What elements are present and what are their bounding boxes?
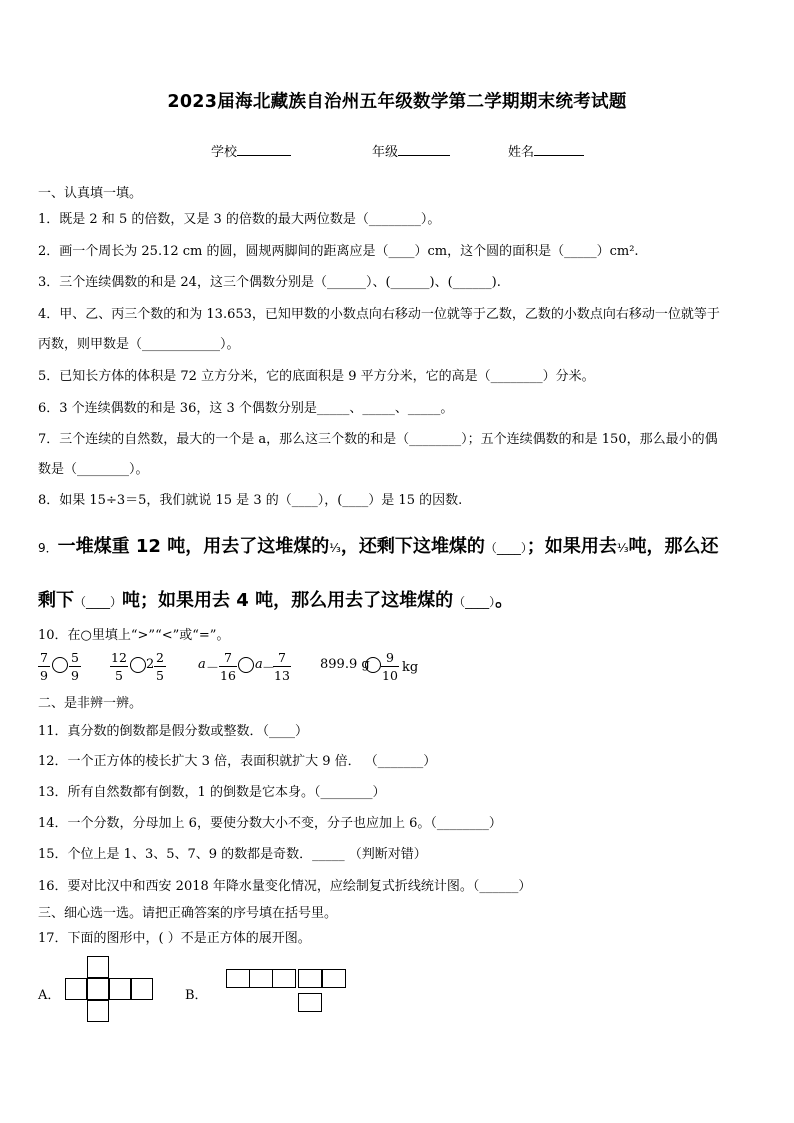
q9-fraction-1: ¹⁄₃ [329, 541, 341, 555]
net-b-square [298, 969, 322, 988]
fraction-7-9 [38, 650, 50, 683]
fraction-7-13 [273, 650, 291, 683]
whole-number-2: 2 [146, 657, 155, 672]
question-4-line-2: 丙数，则甲数是（____________）。 [38, 337, 240, 352]
question-17: 17．下面的图形中，( ）不是正方体的展开图。 [38, 931, 311, 946]
question-1: 1．既是 2 和 5 的倍数，又是 3 的倍数的最大两位数是（________）。 [38, 212, 441, 227]
question-9-number: 9． [38, 541, 58, 555]
variable-a-1: a [198, 657, 206, 672]
net-a-square [65, 978, 87, 1000]
compare-circle-2[interactable] [130, 657, 146, 673]
question-10: 10．在○里填上“>”“<”或“=”。 [38, 628, 230, 643]
net-b-square [226, 969, 250, 988]
numerator: 7 [224, 650, 232, 665]
section-1-heading: 一、认真填一填。 [38, 186, 143, 201]
fraction-bar [69, 666, 81, 667]
compare-circle-3[interactable] [238, 657, 254, 673]
fraction-9-10 [381, 650, 399, 683]
net-b-square [249, 969, 273, 988]
compare-circle-4[interactable] [365, 657, 381, 673]
question-5: 5．已知长方体的体积是 72 立方分米，它的底面积是 9 平方分米，它的高是（________）分米。 [38, 369, 595, 384]
net-b-square [298, 993, 322, 1012]
denominator: 5 [115, 668, 123, 683]
question-14: 14．一个分数，分母加上 6，要使分数大小不变，分子也应加上 6。（________） [38, 816, 502, 831]
question-7-line-2: 数是（________）。 [38, 462, 149, 477]
question-2: 2．画一个周长为 25.12 cm 的圆，圆规两脚间的距离应是（____）cm，这个圆的面积是（_____）cm². [38, 244, 639, 259]
unit-kg: kg [402, 660, 419, 675]
numerator: 7 [40, 650, 48, 665]
value-899-9-g: 899.9 g [320, 657, 370, 672]
numerator: 2 [156, 650, 164, 665]
question-9-line-2 [38, 586, 513, 612]
question-3: 3．三个连续偶数的和是 24，这三个偶数分别是（______）、(______)、(______). [38, 275, 501, 290]
denominator: 9 [40, 668, 48, 683]
q9-text-5: 剩下 [38, 590, 74, 611]
fraction-bar [154, 666, 166, 667]
question-7-line-1: 7．三个连续的自然数，最大的一个是 a，那么这三个数的和是（________）；五个连续偶数的和是 150，那么最小的偶 [38, 432, 718, 447]
minus-sign-2: － [262, 661, 276, 676]
numerator: 7 [278, 650, 286, 665]
q9-blank-1[interactable]: （____） [484, 541, 527, 555]
net-a-square [87, 956, 109, 978]
question-4-line-1: 4．甲、乙、丙三个数的和为 13.653，已知甲数的小数点向右移动一位就等于乙数，乙数的小数点向右移动一位就等于 [38, 307, 720, 322]
name-label: 姓名 [508, 145, 535, 160]
numerator: 9 [386, 650, 394, 665]
question-6: 6．3 个连续偶数的和是 36，这 3 个偶数分别是_____、_____、_____。 [38, 401, 454, 416]
option-b-label[interactable]: B． [185, 988, 208, 1003]
denominator: 16 [220, 668, 236, 683]
fraction-12-5 [110, 650, 128, 683]
name-field [508, 141, 584, 160]
q9-text-6: 吨；如果用去 4 吨，那么用去了这堆煤的 [122, 590, 454, 611]
question-16: 16．要对比汉中和西安 2018 年降水量变化情况，应绘制复式折线统计图。（______） [38, 879, 532, 894]
net-b-square [272, 969, 296, 988]
question-8: 8．如果 15÷3＝5，我们就说 15 是 3 的（____），(____）是 15 的因数. [38, 493, 463, 508]
question-15: 15．个位上是 1、3、5、7、9 的数都是奇数．_____ （判断对错） [38, 847, 427, 862]
net-a-square [109, 978, 131, 1000]
net-b-square [322, 969, 346, 988]
school-label: 学校 [211, 145, 238, 160]
school-blank[interactable] [237, 143, 291, 156]
question-13: 13．所有自然数都有倒数，1 的倒数是它本身。（________） [38, 785, 386, 800]
question-9-line-1 [38, 532, 719, 558]
q9-text-4: 吨，那么还 [628, 536, 719, 557]
q9-text-7: 。 [495, 590, 514, 611]
net-a-square [131, 978, 153, 1000]
option-a-label[interactable]: A． [38, 988, 61, 1003]
denominator: 9 [71, 668, 79, 683]
fraction-7-16 [219, 650, 237, 683]
fraction-bar [38, 666, 50, 667]
fraction-2-5 [154, 650, 166, 683]
q9-blank-3[interactable]: （____） [453, 595, 496, 609]
name-blank[interactable] [534, 143, 584, 156]
denominator: 10 [382, 668, 398, 683]
fraction-bar [381, 666, 399, 667]
numerator: 12 [111, 650, 127, 665]
question-12: 12．一个正方体的棱长扩大 3 倍，表面积就扩大 9 倍． （_______） [38, 754, 437, 769]
denominator: 13 [274, 668, 290, 683]
school-field [211, 141, 291, 160]
section-3-heading: 三、细心选一选。请把正确答案的序号填在括号里。 [38, 906, 338, 921]
net-a-square [87, 978, 109, 1000]
grade-blank[interactable] [398, 143, 450, 156]
compare-circle-1[interactable] [52, 657, 68, 673]
grade-label: 年级 [372, 145, 399, 160]
numerator: 5 [71, 650, 79, 665]
page-title: 2023届海北藏族自治州五年级数学第二学期期末统考试题 [167, 92, 627, 112]
variable-a-2: a [255, 657, 263, 672]
minus-sign-1: － [206, 661, 220, 676]
fraction-bar [219, 666, 237, 667]
fraction-bar [273, 666, 291, 667]
q9-text-2: ，还剩下这堆煤的 [340, 536, 485, 557]
fraction-5-9 [69, 650, 81, 683]
question-11: 11．真分数的倒数都是假分数或整数．（____） [38, 724, 309, 739]
section-2-heading: 二、是非辨一辨。 [38, 696, 143, 711]
grade-field [372, 141, 450, 160]
q9-fraction-2: ¹⁄₃ [616, 541, 629, 555]
denominator: 5 [156, 668, 164, 683]
net-a-square [87, 1000, 109, 1022]
q9-text-1: 一堆煤重 12 吨，用去了这堆煤的 [57, 536, 330, 557]
fraction-bar [110, 666, 128, 667]
q9-blank-2[interactable]: （____） [74, 595, 123, 609]
q9-text-3: ；如果用去 [526, 536, 617, 557]
